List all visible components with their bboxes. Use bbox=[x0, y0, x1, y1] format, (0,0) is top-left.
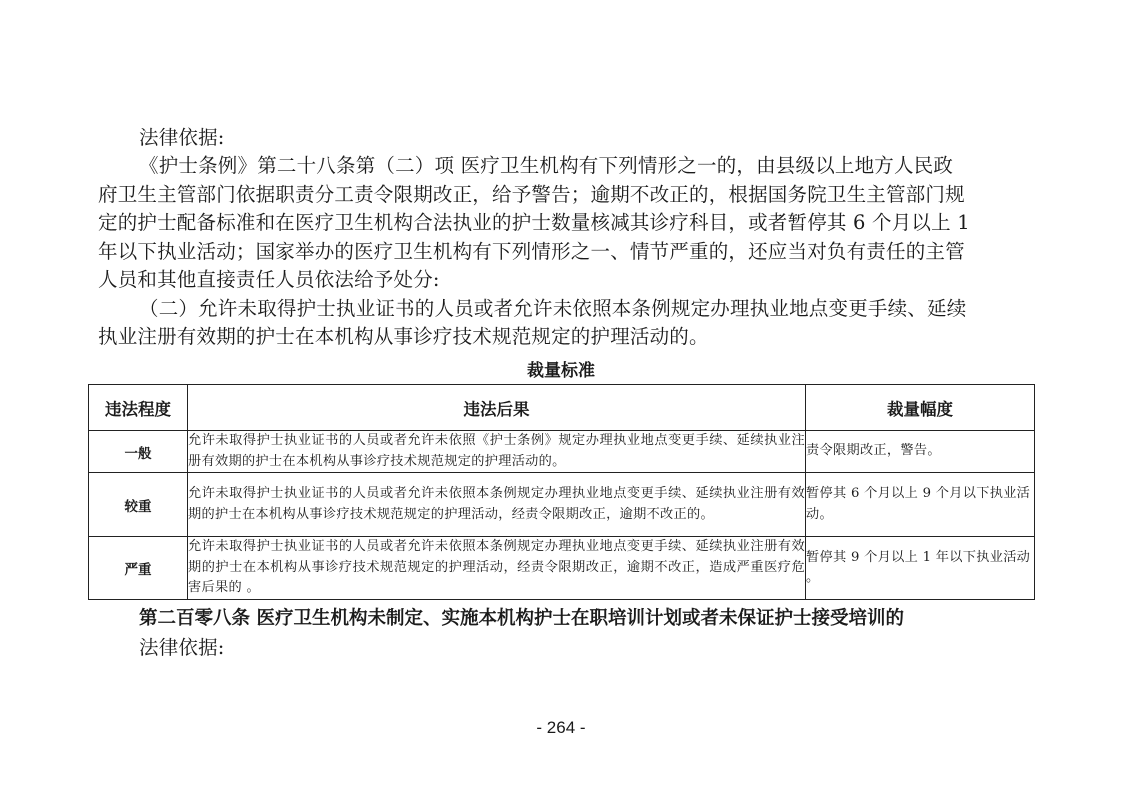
penalty-cell: 暂停其 9 个月以上 1 年以下执业活动 。 bbox=[806, 537, 1035, 600]
page-number: - 264 - bbox=[536, 718, 586, 737]
table-row bbox=[89, 537, 1035, 600]
violation-consequence-cell: 允许未取得护士执业证书的人员或者允许未依照本条例规定办理执业地点变更手续、延续执业注册有效期的护士在本机构从事诊疗技术规范规定的护理活动，经责令限期改正，逾期不改正，造成严重医疗危害后果的 。 bbox=[188, 537, 806, 600]
next-legal-basis-heading: 法律依据: bbox=[139, 636, 225, 659]
table-title: 裁量标准 bbox=[527, 361, 595, 381]
paragraph-line: 人员和其他直接责任人员依法给予处分: bbox=[98, 268, 440, 291]
header-violation-level: 违法程度 bbox=[89, 385, 188, 431]
discretion-standard-table bbox=[88, 384, 1035, 600]
header-violation-consequence: 违法后果 bbox=[188, 385, 806, 431]
penalty-cell: 责令限期改正，警告。 bbox=[806, 431, 1035, 473]
paragraph-line: 《护士条例》第二十八条第（二）项 医疗卫生机构有下列情形之一的，由县级以上地方人民政 bbox=[139, 154, 954, 177]
clause-item-line: 执业注册有效期的护士在本机构从事诊疗技术规范规定的护理活动的。 bbox=[98, 325, 709, 348]
paragraph-line: 定的护士配备标准和在医疗卫生机构合法执业的护士数量核减其诊疗科目，或者暂停其 6 个月以上 1 bbox=[98, 211, 970, 234]
table-header-row bbox=[89, 385, 1035, 431]
paragraph-line: 年以下执业活动；国家举办的医疗卫生机构有下列情形之一、情节严重的，还应当对负有责任的主管 bbox=[98, 240, 965, 263]
clause-item-line: （二）允许未取得护士执业证书的人员或者允许未依照本条例规定办理执业地点变更手续、延续 bbox=[139, 297, 967, 320]
next-article-heading: 第二百零八条 医疗卫生机构未制定、实施本机构护士在职培训计划或者未保证护士接受培训的 bbox=[139, 608, 904, 629]
legal-basis-heading: 法律依据: bbox=[139, 126, 225, 149]
header-penalty-range: 裁量幅度 bbox=[806, 385, 1035, 431]
penalty-cell: 暂停其 6 个月以上 9 个月以下执业活动。 bbox=[806, 473, 1035, 537]
violation-level-cell: 一般 bbox=[89, 431, 188, 473]
paragraph-line: 府卫生主管部门依据职责分工责令限期改正，给予警告；逾期不改正的，根据国务院卫生主管部门规 bbox=[98, 183, 965, 206]
violation-level-cell: 较重 bbox=[89, 473, 188, 537]
table-row bbox=[89, 431, 1035, 473]
violation-consequence-cell: 允许未取得护士执业证书的人员或者允许未依照《护士条例》规定办理执业地点变更手续、延续执业注册有效期的护士在本机构从事诊疗技术规范规定的护理活动的。 bbox=[188, 431, 806, 473]
violation-level-cell: 严重 bbox=[89, 537, 188, 600]
table-row bbox=[89, 473, 1035, 537]
violation-consequence-cell: 允许未取得护士执业证书的人员或者允许未依照本条例规定办理执业地点变更手续、延续执业注册有效期的护士在本机构从事诊疗技术规范规定的护理活动，经责令限期改正，逾期不改正的。 bbox=[188, 473, 806, 537]
